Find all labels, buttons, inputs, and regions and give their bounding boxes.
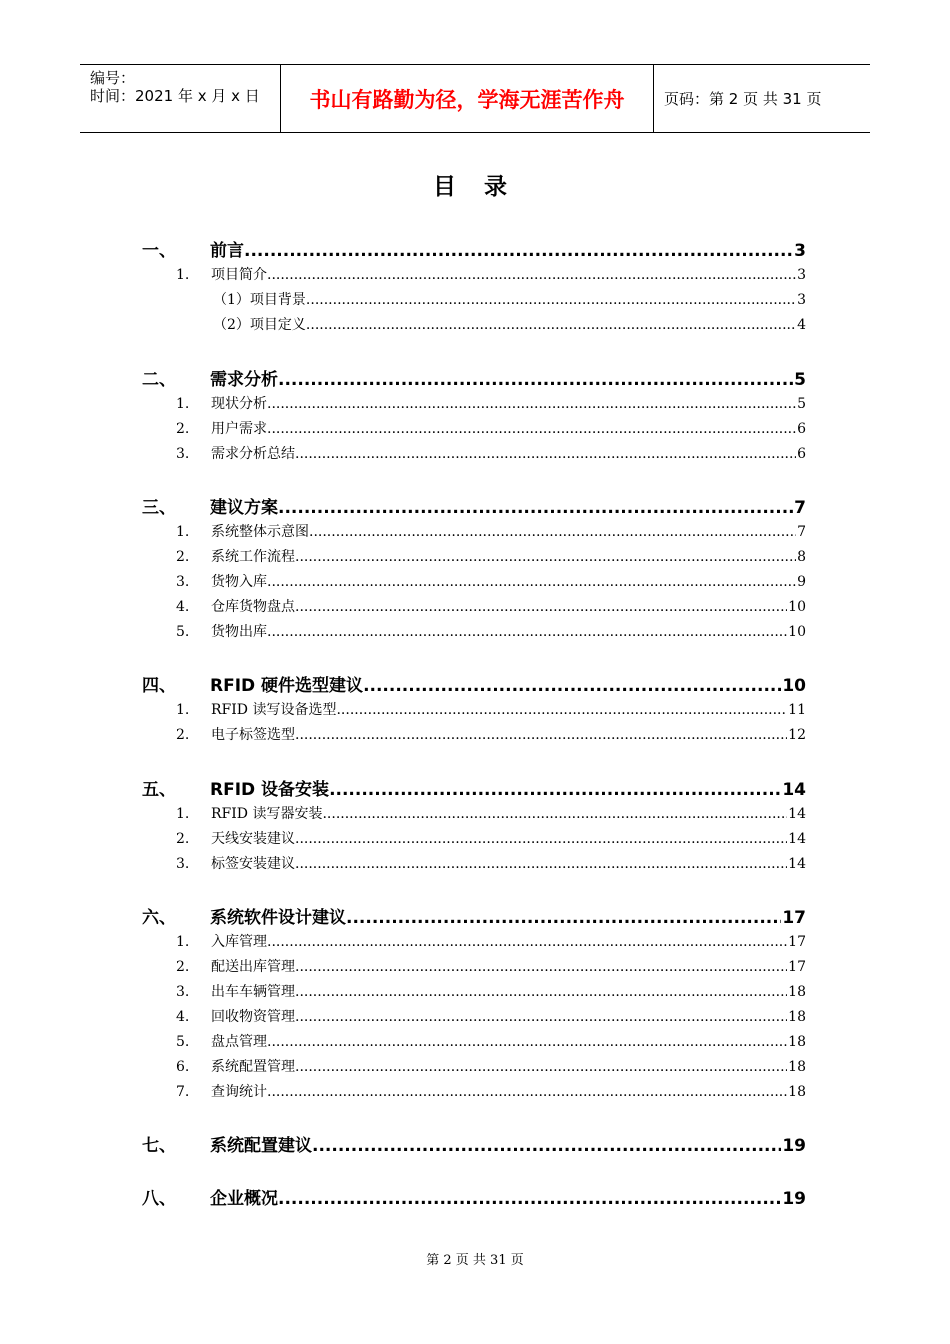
toc-page-number: 5 — [794, 370, 806, 390]
toc-section-6[interactable] — [142, 903, 806, 927]
toc-item[interactable] — [176, 1056, 806, 1076]
document-time-label: 时间：2021 年 x 月 x 日 — [90, 87, 260, 105]
toc-page-number: 7 — [797, 524, 806, 540]
toc-item-number: 2. — [176, 831, 190, 847]
toc-item[interactable] — [176, 981, 806, 1001]
toc-page-number: 8 — [797, 549, 806, 565]
toc-leader-dots — [295, 831, 787, 847]
toc-page-number: 17 — [788, 959, 806, 975]
toc-page-number: 14 — [788, 856, 806, 872]
toc-page-number: 18 — [788, 1034, 806, 1050]
toc-item-label: 货物出库 — [211, 624, 267, 640]
toc-item-label: 入库管理 — [211, 934, 267, 950]
toc-leader-dots — [267, 1034, 787, 1050]
toc-item-number: 3. — [176, 856, 190, 872]
toc-leader-dots — [312, 1136, 781, 1156]
toc-section-7[interactable] — [142, 1131, 806, 1155]
toc-section-number: 二、 — [142, 370, 176, 390]
toc-item-label: 查询统计 — [211, 1084, 267, 1100]
toc-item[interactable] — [176, 546, 806, 566]
header-page-info: 页码：第 2 页 共 31 页 — [664, 90, 822, 108]
toc-item-label: 项目简介 — [211, 267, 267, 283]
toc-section-number: 四、 — [142, 676, 176, 696]
toc-item-label: 出车车辆管理 — [211, 984, 295, 1000]
toc-item[interactable] — [176, 571, 806, 591]
toc-section-5[interactable] — [142, 775, 806, 799]
toc-item[interactable] — [176, 393, 806, 413]
toc-page-number: 14 — [782, 780, 806, 800]
toc-item-number: 1. — [176, 524, 190, 540]
toc-item[interactable] — [176, 699, 806, 719]
toc-item[interactable] — [176, 1006, 806, 1026]
toc-section-label: 建议方案 — [210, 498, 278, 518]
toc-leader-dots — [306, 317, 796, 333]
toc-page-number: 19 — [782, 1189, 806, 1209]
toc-item[interactable] — [176, 418, 806, 438]
toc-page-number: 11 — [788, 702, 806, 718]
toc-page-number: 10 — [788, 624, 806, 640]
document-number-label: 编号： — [90, 69, 136, 87]
toc-item-number: 2. — [176, 549, 190, 565]
toc-item-label: 电子标签选型 — [211, 727, 295, 743]
toc-item[interactable] — [176, 1081, 806, 1101]
toc-item[interactable] — [176, 828, 806, 848]
toc-section-1[interactable] — [142, 236, 806, 260]
toc-item-number: 2. — [176, 727, 190, 743]
toc-section-number: 八、 — [142, 1189, 176, 1209]
toc-leader-dots — [267, 574, 796, 590]
toc-leader-dots — [267, 421, 796, 437]
toc-section-number: 三、 — [142, 498, 176, 518]
toc-item-number: 3. — [176, 446, 190, 462]
toc-leader-dots — [267, 1084, 787, 1100]
toc-section-number: 五、 — [142, 780, 176, 800]
toc-section-label: 系统配置建议 — [210, 1136, 312, 1156]
toc-page-number: 10 — [782, 676, 806, 696]
toc-leader-dots — [295, 1059, 787, 1075]
page-header — [80, 64, 870, 133]
toc-leader-dots — [306, 292, 796, 308]
toc-page-number: 3 — [794, 241, 806, 261]
toc-item-label: RFID 读写器安装 — [211, 806, 323, 822]
toc-item[interactable] — [176, 1031, 806, 1051]
toc-item-number: 5. — [176, 624, 190, 640]
toc-page-number: 3 — [797, 292, 806, 308]
toc-item-label: 仓库货物盘点 — [211, 599, 295, 615]
toc-section-label: 前言 — [210, 241, 244, 261]
page-footer: 第 2 页 共 31 页 — [426, 1253, 524, 1268]
toc-page-number: 17 — [788, 934, 806, 950]
toc-page-number: 5 — [797, 396, 806, 412]
toc-item[interactable] — [176, 853, 806, 873]
toc-section-2[interactable] — [142, 365, 806, 389]
toc-page-number: 19 — [782, 1136, 806, 1156]
toc-item-label: 盘点管理 — [211, 1034, 267, 1050]
toc-item-number: 1. — [176, 806, 190, 822]
toc-page-number: 18 — [788, 1009, 806, 1025]
toc-leader-dots — [295, 856, 787, 872]
toc-section-label: 企业概况 — [210, 1189, 278, 1209]
toc-section-label: 需求分析 — [210, 370, 278, 390]
toc-page-number: 18 — [788, 984, 806, 1000]
toc-leader-dots — [244, 241, 793, 261]
toc-page-number: 6 — [797, 446, 806, 462]
toc-section-4[interactable] — [142, 671, 806, 695]
toc-item-number: 2. — [176, 959, 190, 975]
toc-page-number: 9 — [797, 574, 806, 590]
toc-page-number: 6 — [797, 421, 806, 437]
toc-item[interactable] — [176, 596, 806, 616]
toc-section-number: 七、 — [142, 1136, 176, 1156]
toc-item-number: 1. — [176, 702, 190, 718]
toc-leader-dots — [295, 727, 787, 743]
toc-leader-dots — [295, 446, 796, 462]
toc-leader-dots — [295, 599, 787, 615]
toc-title: 目 录 — [432, 174, 517, 200]
toc-item[interactable] — [176, 264, 806, 284]
toc-page-number: 3 — [797, 267, 806, 283]
toc-item[interactable] — [176, 803, 806, 823]
toc-item-number: 1. — [176, 267, 190, 283]
toc-item-label: 需求分析总结 — [211, 446, 295, 462]
toc-section-number: 六、 — [142, 908, 176, 928]
toc-leader-dots — [295, 549, 796, 565]
toc-page-number: 14 — [788, 806, 806, 822]
toc-page-number: 4 — [797, 317, 806, 333]
toc-item[interactable] — [176, 931, 806, 951]
toc-subitem-label: （1）项目背景 — [213, 292, 306, 308]
toc-leader-dots — [278, 1189, 781, 1209]
toc-leader-dots — [295, 1009, 787, 1025]
toc-leader-dots — [363, 676, 781, 696]
toc-section-number: 一、 — [142, 241, 176, 261]
toc-item[interactable] — [176, 956, 806, 976]
toc-item-label: 天线安装建议 — [211, 831, 295, 847]
toc-page-number: 18 — [788, 1059, 806, 1075]
toc-page-number: 12 — [788, 727, 806, 743]
toc-item-number: 7. — [176, 1084, 190, 1100]
toc-page-number: 17 — [782, 908, 806, 928]
toc-section-3[interactable] — [142, 493, 806, 517]
toc-item[interactable] — [176, 621, 806, 641]
toc-item-number: 4. — [176, 599, 190, 615]
toc-leader-dots — [346, 908, 781, 928]
toc-page-number: 18 — [788, 1084, 806, 1100]
toc-leader-dots — [336, 702, 787, 718]
toc-item-number: 1. — [176, 396, 190, 412]
toc-item[interactable] — [176, 443, 806, 463]
toc-item-label: 系统整体示意图 — [211, 524, 309, 540]
header-motto: 书山有路勤为径，学海无涯苦作舟 — [281, 65, 654, 132]
toc-subitem-label: （2）项目定义 — [213, 317, 306, 333]
toc-leader-dots — [322, 806, 787, 822]
toc-item-label: 用户需求 — [211, 421, 267, 437]
toc-item-label: 系统配置管理 — [211, 1059, 295, 1075]
toc-item-number: 6. — [176, 1059, 190, 1075]
toc-leader-dots — [309, 524, 796, 540]
toc-leader-dots — [278, 370, 793, 390]
toc-leader-dots — [295, 959, 787, 975]
toc-item-label: 标签安装建议 — [211, 856, 295, 872]
toc-item-number: 3. — [176, 984, 190, 1000]
toc-leader-dots — [295, 984, 787, 1000]
toc-item-label: 系统工作流程 — [211, 549, 295, 565]
toc-leader-dots — [278, 498, 793, 518]
toc-leader-dots — [329, 780, 781, 800]
toc-leader-dots — [267, 396, 796, 412]
toc-subitem[interactable] — [213, 314, 806, 334]
toc-subitem[interactable] — [213, 289, 806, 309]
toc-item-number: 4. — [176, 1009, 190, 1025]
toc-item-number: 2. — [176, 421, 190, 437]
toc-section-label: 系统软件设计建议 — [210, 908, 346, 928]
toc-leader-dots — [267, 267, 796, 283]
toc-item[interactable] — [176, 724, 806, 744]
toc-item-label: 回收物资管理 — [211, 1009, 295, 1025]
toc-item-label: 货物入库 — [211, 574, 267, 590]
toc-leader-dots — [267, 624, 787, 640]
toc-page-number: 14 — [788, 831, 806, 847]
toc-section-8[interactable] — [142, 1184, 806, 1208]
toc-item-number: 5. — [176, 1034, 190, 1050]
toc-leader-dots — [267, 934, 787, 950]
toc-item-number: 3. — [176, 574, 190, 590]
toc-page-number: 7 — [794, 498, 806, 518]
toc-section-label: RFID 硬件选型建议 — [210, 676, 364, 696]
toc-item-label: 现状分析 — [211, 396, 267, 412]
toc-item-label: 配送出库管理 — [211, 959, 295, 975]
toc-item-number: 1. — [176, 934, 190, 950]
toc-item-label: RFID 读写设备选型 — [211, 702, 337, 718]
header-meta-cell — [80, 65, 281, 132]
toc-page-number: 10 — [788, 599, 806, 615]
toc-section-label: RFID 设备安装 — [210, 780, 330, 800]
toc-item[interactable] — [176, 521, 806, 541]
